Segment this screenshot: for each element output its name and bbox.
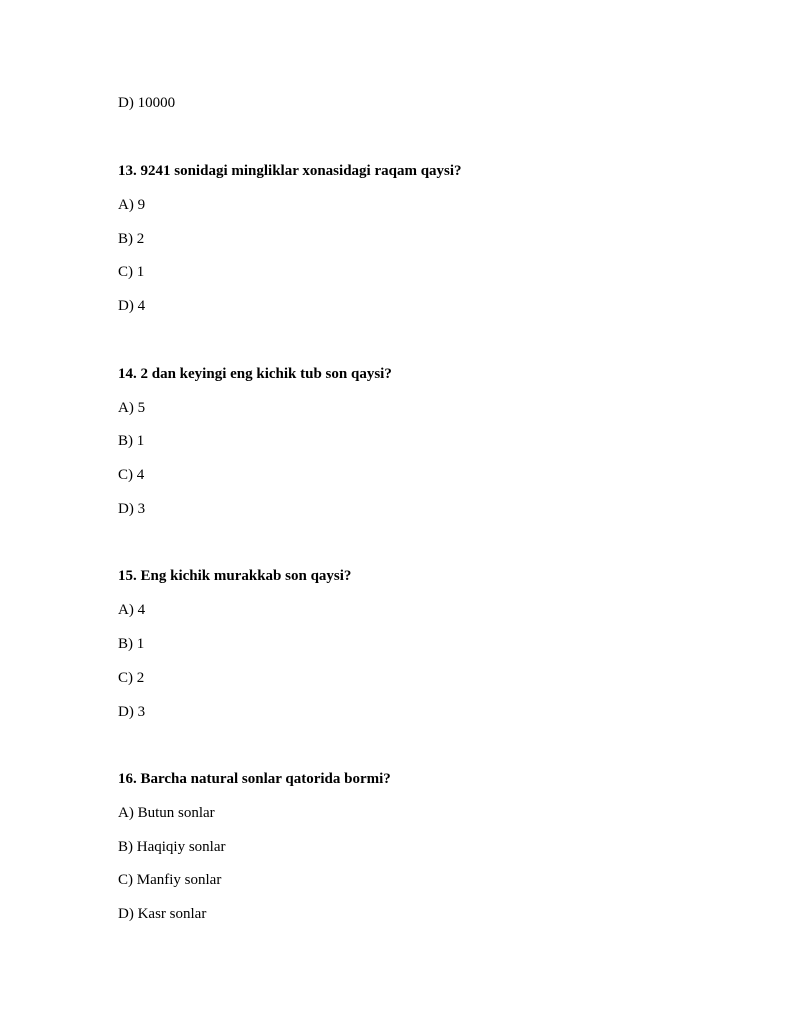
question-16: 16. Barcha natural sonlar qatorida bormi? (118, 771, 391, 787)
option-b-q16: B) Haqiqiy sonlar (118, 839, 226, 855)
option-b-q14: B) 1 (118, 433, 145, 449)
option-a-q13: A) 9 (118, 197, 146, 213)
question-14: 14. 2 dan keyingi eng kichik tub son qaysi? (118, 366, 392, 382)
question-13: 13. 9241 sonidagi mingliklar xonasidagi raqam qaysi? (118, 163, 462, 179)
option-c-q16: C) Manfiy sonlar (118, 872, 222, 888)
option-b-q13: B) 2 (118, 231, 145, 247)
option-d-q15: D) 3 (118, 704, 146, 720)
option-a-q14: A) 5 (118, 400, 146, 416)
option-a-q15: A) 4 (118, 602, 146, 618)
option-d-q14: D) 3 (118, 501, 146, 517)
option-d-q16: D) Kasr sonlar (118, 906, 207, 922)
option-a-q16: A) Butun sonlar (118, 805, 215, 821)
option-b-q15: B) 1 (118, 636, 145, 652)
option-d-q13: D) 4 (118, 298, 146, 314)
option-c-q14: C) 4 (118, 467, 145, 483)
option-c-q15: C) 2 (118, 670, 145, 686)
option-d-q12: D) 10000 (118, 95, 176, 111)
question-15: 15. Eng kichik murakkab son qaysi? (118, 568, 352, 584)
option-c-q13: C) 1 (118, 264, 145, 280)
